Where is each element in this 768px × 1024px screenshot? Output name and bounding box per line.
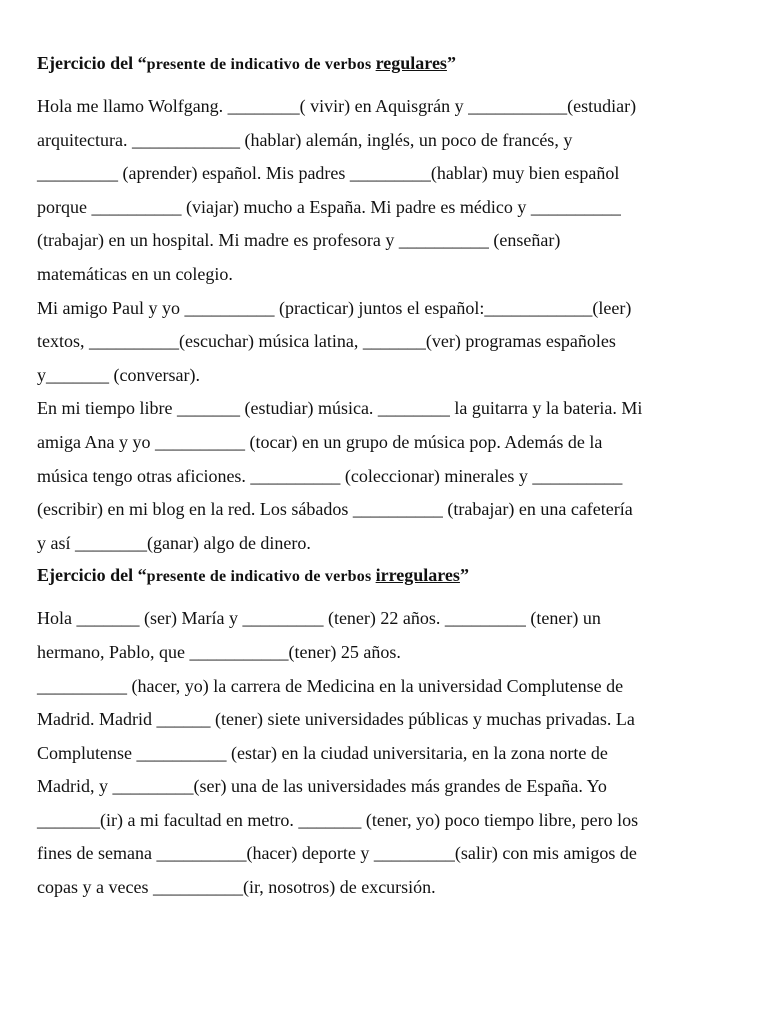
heading-suffix: ” — [446, 53, 456, 73]
heading-prefix: Ejercicio del “ — [37, 53, 147, 73]
text-line: música tengo otras aficiones. __________ (coleccionar) minerales y __________ — [37, 465, 623, 486]
exercise-text-irregular — [37, 602, 738, 904]
text-line: arquitectura. ____________ (hablar) alemán, inglés, un poco de francés, y — [37, 129, 573, 150]
text-line: fines de semana __________(hacer) deporte y _________(salir) con mis amigos de — [37, 843, 637, 864]
text-line: __________ (hacer, yo) la carrera de Medicina en la universidad Complutense de — [37, 675, 624, 696]
text-line: (trabajar) en un hospital. Mi madre es profesora y __________ (enseñar) — [37, 230, 561, 251]
heading-middle: presente de indicativo de verbos — [146, 568, 376, 586]
text-line: textos, __________(escuchar) música latina, _______(ver) programas españoles — [37, 331, 616, 352]
exercise-text-regular — [37, 90, 738, 560]
text-line: hermano, Pablo, que ___________(tener) 25 años. — [37, 641, 401, 662]
text-line: y_______ (conversar). — [37, 364, 200, 385]
heading-keyword: irregulares — [375, 565, 460, 586]
heading-keyword: regulares — [375, 53, 447, 73]
section-irregular-verbs — [37, 562, 738, 904]
text-line: Madrid. Madrid ______ (tener) siete universidades públicas y muchas privadas. La — [37, 709, 635, 730]
text-line: Complutense __________ (estar) en la ciudad universitaria, en la zona norte de — [37, 742, 608, 763]
text-line: amiga Ana y yo __________ (tocar) en un grupo de música pop. Además de la — [37, 431, 603, 452]
heading-middle: presente de indicativo de verbos — [146, 56, 376, 73]
text-line: Mi amigo Paul y yo __________ (practicar) juntos el español:____________(leer) — [37, 297, 632, 318]
section-heading-irregular — [37, 562, 738, 590]
text-line: y así ________(ganar) algo de dinero. — [37, 532, 311, 553]
text-line: En mi tiempo libre _______ (estudiar) música. ________ la guitarra y la bateria. Mi — [37, 398, 643, 419]
section-regular-verbs — [37, 50, 738, 560]
section-heading-regular — [37, 50, 738, 78]
text-line: _________ (aprender) español. Mis padres _________(hablar) muy bien español — [37, 163, 620, 184]
text-line: porque __________ (viajar) mucho a España. Mi padre es médico y __________ — [37, 196, 621, 217]
heading-prefix: Ejercicio del “ — [37, 565, 147, 586]
text-line: _______(ir) a mi facultad en metro. _______ (tener, yo) poco tiempo libre, pero los — [37, 809, 639, 830]
text-line: Hola me llamo Wolfgang. ________( vivir) en Aquisgrán y ___________(estudiar) — [37, 96, 637, 116]
text-line: Hola _______ (ser) María y _________ (tener) 22 años. _________ (tener) un — [37, 608, 601, 629]
text-line: (escribir) en mi blog en la red. Los sábados __________ (trabajar) en una cafetería — [37, 499, 633, 520]
text-line: matemáticas en un colegio. — [37, 263, 233, 284]
text-line: copas y a veces __________(ir, nosotros) de excursión. — [37, 877, 436, 898]
text-line: Madrid, y _________(ser) una de las universidades más grandes de España. Yo — [37, 776, 607, 797]
heading-suffix: ” — [459, 565, 469, 586]
